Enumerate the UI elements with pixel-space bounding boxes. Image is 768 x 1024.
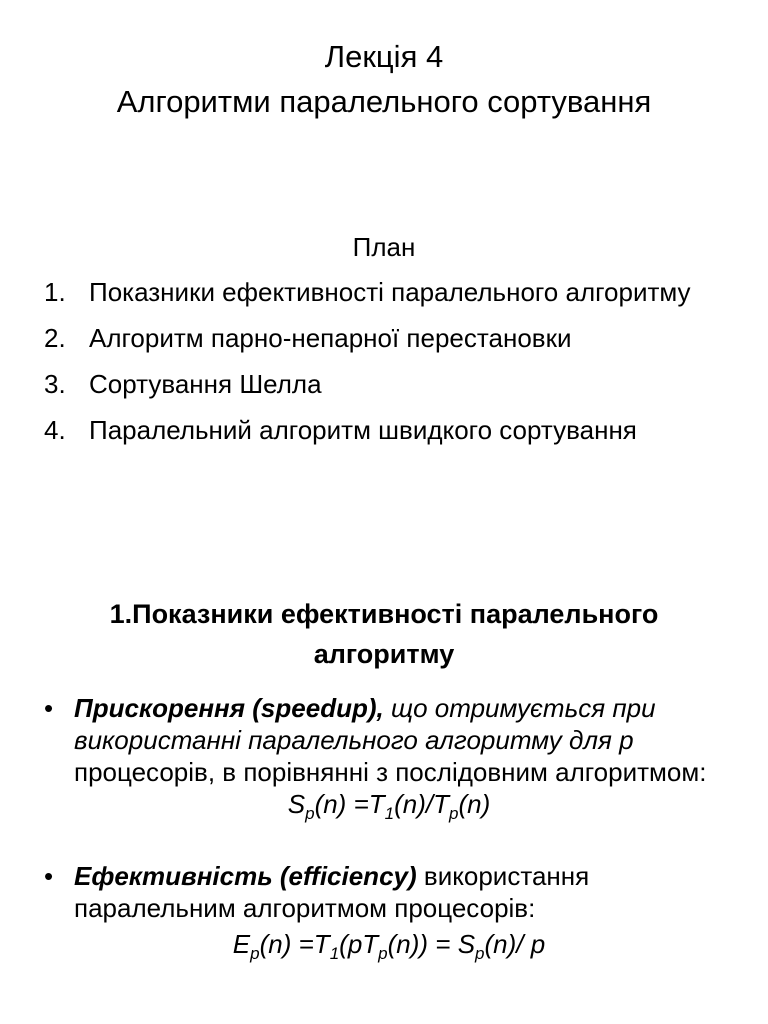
bullet-dot: • (44, 693, 54, 723)
plan-item-text: Алгоритм парно-непарної перестановки (89, 323, 572, 353)
formula-subscript: 1 (384, 804, 395, 824)
plan-list (44, 275, 744, 459)
plan-item (44, 367, 744, 401)
plan-item-number: 2. (44, 323, 66, 353)
lecture-title (0, 34, 768, 124)
speedup-bullet (44, 692, 734, 824)
section-heading (0, 594, 768, 674)
formula-symbol: S (287, 789, 306, 819)
speedup-formula (44, 788, 734, 824)
plan-item-text: Показники ефективності паралельного алгоритму (89, 277, 691, 307)
efficiency-formula (44, 928, 734, 964)
formula-part: (n) =T (259, 929, 330, 959)
lecture-number: Лекція 4 (324, 39, 444, 74)
formula-subscript: p (250, 944, 260, 964)
efficiency-term: Ефективність (efficiency) (74, 861, 417, 891)
speedup-term: Прискорення (speedup), (74, 693, 384, 723)
formula-subscript: p (449, 804, 459, 824)
formula-subscript: p (475, 944, 485, 964)
formula-part: (n) (458, 789, 491, 819)
efficiency-plain-text: використання паралельним алгоритмом процесорів: (74, 861, 590, 923)
section-heading-line1: 1.Показники ефективності паралельного (109, 599, 659, 629)
speedup-italic-text: що отримується при використанні паралельного алгоритму для p (74, 693, 656, 755)
formula-subscript: p (378, 944, 388, 964)
speedup-plain-text: процесорів, в порівнянні з послідовним алгоритмом: (74, 757, 707, 787)
plan-item (44, 275, 744, 309)
efficiency-bullet (44, 860, 734, 964)
plan-item-number: 1. (44, 277, 66, 307)
plan-item-text: Паралельний алгоритм швидкого сортування (89, 415, 637, 445)
plan-item (44, 321, 744, 355)
plan-heading: План (352, 232, 416, 262)
plan-item-number: 3. (44, 369, 66, 399)
formula-subscript: 1 (329, 944, 340, 964)
formula-part: (n)/T (394, 789, 449, 819)
plan-item (44, 413, 744, 447)
formula-subscript: p (305, 804, 315, 824)
plan-item-text: Сортування Шелла (89, 369, 322, 399)
formula-part: (n) =T (314, 789, 385, 819)
slide-efficiency-metrics (0, 512, 768, 1024)
plan-item-number: 4. (44, 415, 66, 445)
metrics-bullets (44, 692, 734, 964)
bullet-dot: • (44, 861, 54, 891)
formula-part: (n)) = S (387, 929, 476, 959)
lecture-topic: Алгоритми паралельного сортування (116, 84, 652, 119)
section-heading-line2: алгоритму (313, 639, 455, 669)
formula-part: (pT (339, 929, 379, 959)
formula-part: (n)/ p (484, 929, 546, 959)
formula-symbol: E (232, 929, 251, 959)
